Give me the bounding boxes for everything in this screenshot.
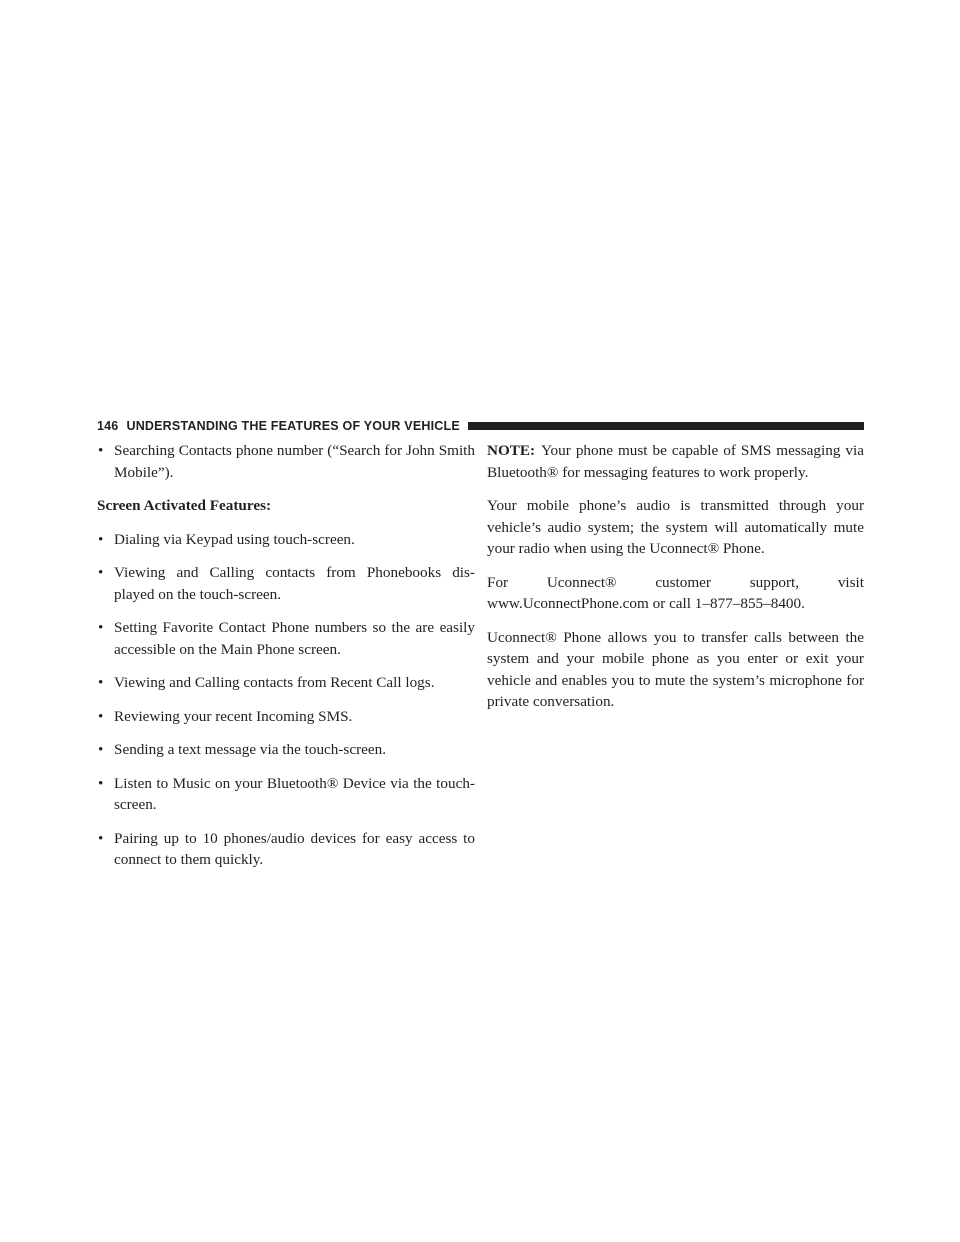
support-word: support,: [749, 573, 800, 591]
bullet-text: Listen to Music on your Bluetooth® Device via the touch-screen.: [114, 774, 475, 813]
support-word: visit: [837, 573, 864, 591]
support-word: customer: [655, 573, 711, 591]
bullet-text: Setting Favorite Contact Phone numbers so the are easily accessible on the Main Phone screen.: [114, 619, 475, 658]
list-item: [97, 706, 475, 728]
list-item: [97, 562, 475, 605]
note-label: NOTE:: [487, 442, 536, 459]
bullet-text: Reviewing your recent Incoming SMS.: [114, 707, 353, 725]
list-item: [97, 672, 475, 694]
list-item: [97, 739, 475, 761]
bullet-icon: •: [98, 619, 104, 636]
list-item: [97, 773, 475, 816]
bullet-icon: •: [98, 442, 104, 459]
bullet-text: Viewing and Calling contacts from Phonebooks dis- played on the touch-screen.: [114, 564, 475, 603]
list-item: [97, 440, 475, 483]
section-title: UNDERSTANDING THE FEATURES OF YOUR VEHICLE: [126, 419, 460, 433]
audio-paragraph: Your mobile phone’s audio is transmitted through your vehicle’s audio system; the system will automatically mute your radio when using the Uconnect® Phone.: [487, 497, 864, 557]
bullet-text: Viewing and Calling contacts from Recent Call logs.: [114, 674, 435, 691]
support-word: For: [487, 573, 509, 591]
support-line-2: www.UconnectPhone.com or call 1–877–855–8400.: [487, 595, 805, 612]
screen-features-heading: Screen Activated Features:: [97, 497, 272, 514]
page-number: 146: [97, 419, 119, 433]
bullet-text: Searching Contacts phone number (“Search for John Smith Mobile”).: [114, 442, 475, 481]
list-item: [97, 828, 475, 871]
list-item: [97, 617, 475, 660]
bullet-icon: •: [98, 774, 104, 792]
note-text: Your phone must be capable of SMS messaging via Bluetooth® for messaging features to work properly.: [487, 442, 864, 481]
bullet-text: Pairing up to 10 phones/audio devices for easy access to connect to them quickly.: [114, 829, 475, 868]
voice-bullet-list: [97, 440, 475, 483]
bullet-icon: •: [98, 674, 104, 691]
note-paragraph: [487, 440, 864, 483]
bullet-icon: •: [98, 530, 104, 548]
left-column: [97, 440, 475, 883]
screen-bullet-list: [97, 529, 475, 871]
support-paragraph: [487, 572, 864, 615]
bullet-icon: •: [98, 741, 104, 758]
list-item: [97, 529, 475, 551]
page-header: [97, 418, 864, 434]
support-line-1: [487, 572, 864, 594]
right-column: [487, 440, 864, 725]
bullet-icon: •: [98, 829, 104, 847]
support-word: Uconnect®: [546, 573, 617, 591]
bullet-icon: •: [98, 707, 104, 725]
header-rule: [468, 422, 864, 430]
bullet-text: Sending a text message via the touch-screen.: [114, 741, 387, 758]
bullet-text: Dialing via Keypad using touch-screen.: [114, 530, 355, 548]
bullet-icon: •: [98, 564, 104, 581]
transfer-paragraph: Uconnect® Phone allows you to transfer calls between the system and your mobile phone as you enter or exit your vehicle and enables you to mute the system’s microphone for private conversation.: [487, 628, 864, 710]
